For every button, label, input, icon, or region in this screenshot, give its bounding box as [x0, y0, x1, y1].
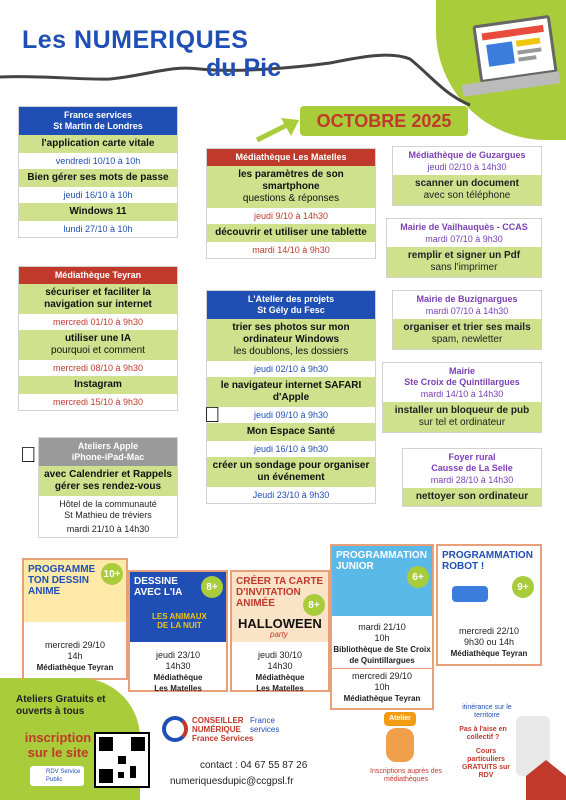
- poster-date: mercredi 22/10: [458, 626, 520, 636]
- card-header: Médiathèque Les Matelles: [207, 149, 375, 166]
- poster-place: Médiathèque Teyran: [36, 663, 114, 672]
- cours-particuliers-text: Cours particuliers GRATUITS sur RDV: [461, 748, 511, 779]
- card-header: Mairie Ste Croix de Quintillargues: [404, 366, 520, 387]
- apple-logo-icon: [204, 402, 221, 428]
- session-date: lundi 27/10 à 10h: [63, 224, 133, 234]
- session-date: jeudi 02/10 à 14h30: [427, 162, 507, 172]
- session-date: mercredi 08/10 à 9h30: [52, 363, 144, 373]
- contact-email[interactable]: numeriquesdupic@ccgpsl.fr: [170, 776, 294, 787]
- age-badge: 8+: [303, 594, 325, 616]
- inscription-text: inscription sur le site: [24, 730, 92, 760]
- session-date: mardi 28/10 à 14h30: [430, 475, 514, 485]
- activity: découvrir et utiliser une tablette: [207, 224, 375, 242]
- activity-title: organiser et trier ses mails: [403, 322, 531, 333]
- activity: Instagram: [19, 376, 177, 394]
- card-vailhauques: [386, 218, 542, 278]
- venue: Hôtel de la communauté St Mathieu de tréviers: [59, 499, 157, 520]
- itinerance-text: itinérance sur le territoire: [462, 704, 512, 719]
- activity-subtitle: sur tel et ordinateur: [418, 417, 506, 428]
- robot-icon: [452, 586, 488, 602]
- poster-info: [130, 650, 226, 694]
- poster-date: mercredi 29/10: [44, 640, 106, 650]
- poster-place: Médiathèque Les Matelles: [153, 673, 203, 693]
- inscription-mediatheques: Inscriptions auprès des médiathèques: [370, 768, 442, 783]
- conseiller-numerique-logo: [162, 716, 188, 742]
- age-badge: 8+: [201, 576, 223, 598]
- poster-halloween: [230, 570, 330, 692]
- activity-subtitle: pourquoi et comment: [51, 345, 145, 356]
- activity: Windows 11: [19, 203, 177, 221]
- poster-time: 14h30: [165, 661, 191, 671]
- activity-subtitle: avec son téléphone: [423, 190, 511, 201]
- activity: [19, 330, 177, 360]
- activity: [393, 319, 541, 349]
- session-date: jeudi 02/10 à 9h30: [253, 364, 329, 374]
- card-header: Foyer rural Causse de La Selle: [431, 452, 513, 473]
- poster-title: DESSINE AVEC L'IA: [134, 576, 183, 598]
- poster-place: Bibliothèque de Ste Croix de Quintillargues: [333, 645, 431, 665]
- activity: [383, 402, 541, 432]
- rdv-label: RDV Service Public: [46, 769, 81, 783]
- arrow-icon: [255, 116, 303, 144]
- page-title-line2: du Pic: [206, 54, 282, 82]
- poster-info: [438, 626, 540, 659]
- contact-phone: contact : 04 67 55 87 26: [200, 760, 308, 771]
- mascot-icon: [386, 728, 414, 762]
- activity-title: trier ses photos sur mon ordinateur Windows: [232, 322, 350, 345]
- pas-aise-text: Pas à l'aise en collectif ?: [459, 726, 507, 741]
- activity: l'application carte vitale: [19, 135, 177, 153]
- activity: [207, 319, 375, 361]
- poster-place: Médiathèque Les Matelles: [255, 673, 305, 693]
- poster-info: [24, 640, 126, 673]
- session-date: jeudi 09/10 à 9h30: [253, 410, 329, 420]
- session-date: mercredi 15/10 à 9h30: [52, 397, 144, 407]
- session-date: mercredi 01/10 à 9h30: [52, 317, 144, 327]
- card-guzargues: [392, 146, 542, 206]
- activity: [207, 166, 375, 208]
- poster-info: [332, 622, 432, 666]
- session-date: jeudi 16/10 à 10h: [63, 190, 133, 200]
- month-banner: OCTOBRE 2025: [300, 106, 468, 136]
- card-ste-croix: [382, 362, 542, 433]
- activity: créer un sondage pour organiser un événement: [207, 457, 375, 487]
- poster-date: mardi 21/10: [358, 622, 406, 632]
- poster-title: PROGRAMMATION ROBOT !: [442, 550, 533, 572]
- activity-subtitle: sans l'imprimer: [430, 262, 498, 273]
- card-header: Médiathèque de Guzargues: [408, 150, 526, 160]
- activity-title: scanner un document: [415, 178, 519, 189]
- card-mediatheque-teyran: [18, 266, 178, 411]
- poster-date: mercredi 29/10: [351, 671, 413, 681]
- activity-title: utiliser une IA: [64, 333, 132, 344]
- session-date: jeudi 9/10 à 14h30: [253, 211, 329, 221]
- activity: nettoyer son ordinateur: [403, 488, 541, 506]
- session-date: mardi 07/10 à 9h30: [425, 234, 503, 244]
- session-date: mardi 14/10 à 9h30: [252, 245, 330, 255]
- age-badge: 9+: [512, 576, 534, 598]
- poster-date: jeudi 23/10: [155, 650, 201, 660]
- card-mediatheque-les-matelles: [206, 148, 376, 259]
- session-date: mardi 14/10 à 14h30: [420, 389, 504, 399]
- poster-caption-2: party: [270, 630, 288, 639]
- poster-caption: HALLOWEEN: [238, 616, 322, 631]
- poster-title: PROGRAMME TON DESSIN ANIME: [28, 564, 96, 597]
- session-date: Jeudi 23/10 à 9h30: [252, 490, 330, 500]
- card-buzignargues: [392, 290, 542, 350]
- card-header: Ateliers Apple iPhone-iPad-Mac: [39, 438, 177, 466]
- poster-place: Médiathèque Teyran: [450, 649, 528, 658]
- qr-code[interactable]: [94, 732, 150, 788]
- conseiller-text: CONSEILLER NUMÉRIQUE France Services: [192, 716, 254, 743]
- activity: [387, 247, 541, 277]
- activity: sécuriser et faciliter la navigation sur internet: [19, 284, 177, 314]
- activity-subtitle: les doublons, les dossiers: [233, 346, 349, 357]
- rdv-service-public-logo[interactable]: [30, 766, 84, 786]
- poster-date: jeudi 30/10: [257, 650, 303, 660]
- session-date: jeudi 16/10 à 9h30: [253, 444, 329, 454]
- activity-subtitle: spam, newletter: [431, 334, 503, 345]
- poster-title: CRÉER TA CARTE D'INVITATION ANIMÉE: [236, 576, 324, 609]
- activity: Bien gérer ses mots de passe: [19, 169, 177, 187]
- activity: [393, 175, 541, 205]
- poster-info-2: [332, 668, 432, 704]
- age-badge: 10+: [101, 563, 123, 585]
- france-services-logo: France services: [250, 716, 280, 734]
- activity: Mon Espace Santé: [207, 423, 375, 441]
- session-date: mardi 07/10 à 14h30: [425, 306, 509, 316]
- card-ateliers-apple: [38, 437, 178, 538]
- card-france-services: [18, 106, 178, 238]
- session-date: vendredi 10/10 à 10h: [55, 156, 141, 166]
- card-atelier-des-projets: [206, 290, 376, 504]
- card-header: France services St Martin de Londres: [19, 107, 177, 135]
- activity: avec Calendrier et Rappels gérer ses rendez-vous: [39, 466, 177, 496]
- card-header: L'Atelier des projets St Gély du Fesc: [207, 291, 375, 319]
- poster-caption: LES ANIMAUX DE LA NUIT: [152, 612, 207, 630]
- activity: le navigateur internet SAFARI d'Apple: [207, 377, 375, 407]
- activity-subtitle: questions & réponses: [242, 193, 340, 204]
- poster-time: 14h30: [267, 661, 293, 671]
- poster-info: [232, 650, 328, 694]
- activity-title: installer un bloqueur de pub: [394, 405, 530, 416]
- poster-time: 10h: [374, 682, 390, 692]
- activity-title: les paramètres de son smartphone: [238, 169, 344, 192]
- card-header: Mairie de Vailhauquès - CCAS: [400, 222, 528, 232]
- poster-time: 9h30 ou 14h: [463, 637, 515, 647]
- mountain-ridge-line: [0, 45, 566, 115]
- session-date: mardi 21/10 à 14h30: [66, 524, 150, 534]
- poster-dessine-ia: [128, 570, 228, 692]
- poster-programmation-junior: [330, 544, 434, 710]
- poster-title: PROGRAMMATION JUNIOR: [336, 550, 427, 572]
- free-workshops-text: Ateliers Gratuits et ouverts à tous: [16, 694, 106, 717]
- poster-time: 14h: [67, 651, 83, 661]
- poster-programmation-robot: [436, 544, 542, 666]
- activity-title: remplir et signer un Pdf: [407, 250, 521, 261]
- card-header: Mairie de Buzignargues: [416, 294, 518, 304]
- age-badge: 6+: [407, 566, 429, 588]
- atelier-jeunes-badge: Atelier: [384, 712, 416, 726]
- poster-place: Médiathèque Teyran: [343, 694, 421, 703]
- apple-logo-icon: [20, 442, 37, 468]
- page-title-line1: Les NUMERIQUES: [22, 26, 249, 54]
- card-foyer-rural: [402, 448, 542, 507]
- poster-time: 10h: [374, 633, 390, 643]
- poster-dessin-anime: [22, 558, 128, 680]
- card-header: Médiathèque Teyran: [19, 267, 177, 284]
